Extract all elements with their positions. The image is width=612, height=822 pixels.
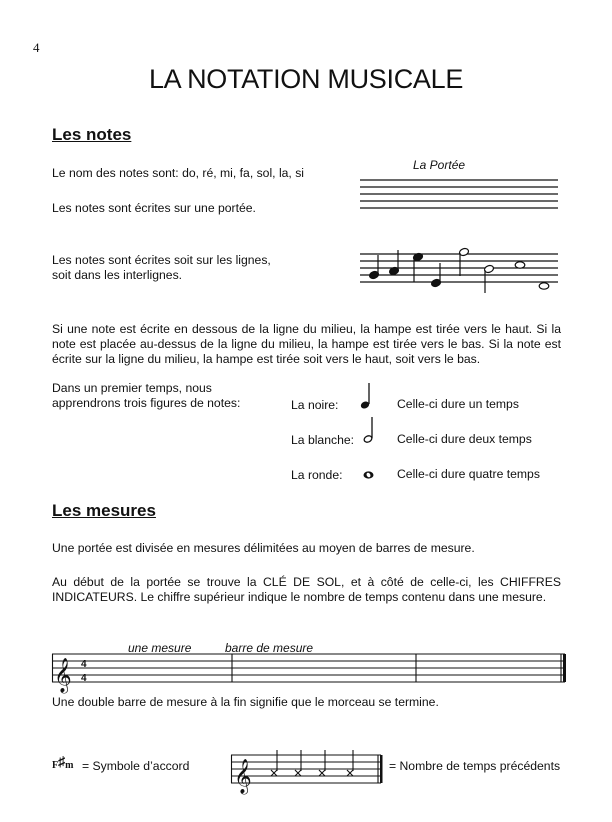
note-8	[539, 283, 549, 289]
treble-clef-icon: 𝄞	[234, 759, 252, 794]
staff-text: Les notes sont écrites sur une portée.	[52, 201, 256, 215]
measures-text-1: Une portée est divisée en mesures délimitées au moyen de barres de mesure.	[52, 541, 475, 555]
note-7	[515, 262, 525, 268]
slash-note-1	[271, 750, 277, 776]
slash-note-4	[347, 750, 353, 776]
note-6	[484, 264, 495, 293]
label-barline: barre de mesure	[225, 641, 314, 655]
slash-note-2	[295, 750, 301, 776]
section-heading-measures: Les mesures	[52, 501, 156, 520]
page-number: 4	[33, 40, 40, 55]
quarter-note-icon	[360, 382, 374, 412]
chord-quality: m	[65, 760, 74, 771]
note-1	[369, 255, 380, 280]
empty-staff	[360, 178, 560, 214]
beats-staff	[231, 750, 383, 794]
figure-name-half: La blanche:	[291, 433, 355, 447]
time-signature-top: 4	[81, 659, 87, 670]
stem-paragraph: Si une note est écrite en dessous de la ligne du milieu, la hampe est tirée vers le haut. Si la note est placée au-dessus de la ligne du milieu, la hampe est tirée vers le bas. Si la note est écrite sur la ligne du milieu, la hampe est tirée soit vers le haut, soit vers le bas.	[52, 322, 561, 366]
figures-intro-1: Dans un premier temps, nous	[52, 381, 212, 395]
figure-name-quarter: La noire:	[291, 398, 339, 412]
lines-text-1: Les notes sont écrites soit sur les lignes,	[52, 253, 271, 267]
chord-symbol	[52, 757, 73, 773]
staff-caption: La Portée	[413, 158, 466, 172]
figure-name-whole: La ronde:	[291, 468, 343, 482]
section-heading-notes: Les notes	[52, 125, 132, 144]
beats-label: = Nombre de temps précédents	[389, 759, 561, 773]
figures-intro-2: apprendrons trois figures de notes:	[52, 396, 241, 410]
chord-symbol-label: = Symbole d’accord	[82, 759, 190, 773]
page-title: LA NOTATION MUSICALE	[148, 64, 464, 94]
half-note-icon	[363, 416, 377, 446]
lines-text-2: soit dans les interlignes.	[52, 268, 183, 282]
slash-note-3	[319, 750, 325, 776]
double-bar-text: Une double barre de mesure à la fin signifie que le morceau se termine.	[52, 695, 439, 709]
sharp-icon: ♯	[58, 755, 66, 770]
figure-desc-half: Celle-ci dure deux temps	[397, 432, 532, 446]
note-5	[459, 247, 470, 276]
note-names-text: Le nom des notes sont: do, ré, mi, fa, sol, la, si	[52, 166, 304, 180]
chord-root: F	[52, 760, 59, 771]
figure-desc-quarter: Celle-ci dure un temps	[397, 397, 519, 411]
measures-text-2: Au début de la portée se trouve la CLÉ DE SOL, et à côté de celle-ci, les CHIFFRES INDICATEURS. Le chiffre supérieur indique le nombre de temps contenu dans une mesure.	[52, 575, 561, 604]
note-3	[413, 252, 424, 282]
label-one-measure: une mesure	[128, 641, 192, 655]
treble-clef-icon: 𝄞	[54, 658, 72, 693]
figure-desc-whole: Celle-ci dure quatre temps	[397, 467, 540, 481]
notes-staff	[360, 245, 560, 305]
whole-note-icon	[362, 469, 376, 481]
measure-staff	[52, 652, 568, 692]
time-signature-bottom: 4	[81, 673, 87, 684]
